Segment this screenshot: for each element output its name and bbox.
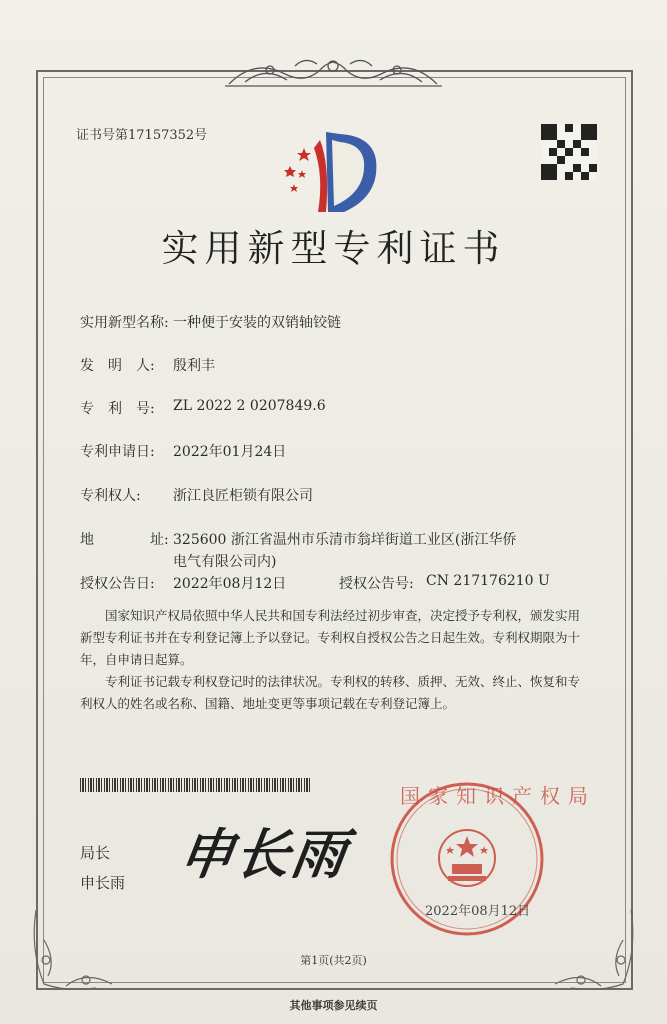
continued-note: 其他事项参见续页 bbox=[289, 999, 378, 1012]
patentee-label: 专利权人: bbox=[80, 488, 141, 504]
inventor-value: 殷利丰 bbox=[173, 358, 215, 374]
seal-text: 国家知识产权局 bbox=[400, 784, 596, 808]
utility-model-name-label: 实用新型名称: bbox=[80, 315, 169, 331]
patent-number-value: ZL 2022 2 0207849.6 bbox=[173, 398, 326, 414]
patent-office-logo bbox=[280, 126, 384, 214]
filing-date-label: 专利申请日: bbox=[80, 444, 155, 460]
qr-code bbox=[541, 124, 597, 180]
certificate-title: 实用新型专利证书 bbox=[161, 227, 506, 270]
address-line-2: 电气有限公司内) bbox=[173, 554, 277, 570]
page-info: 第1页(共2页) bbox=[300, 954, 367, 967]
barcode bbox=[80, 778, 312, 792]
filing-date-value: 2022年01月24日 bbox=[173, 444, 287, 460]
utility-model-name-value: 一种便于安装的双销轴铰链 bbox=[173, 315, 341, 331]
director-title: 局长 bbox=[80, 844, 111, 862]
patent-number-label: 专 利 号: bbox=[80, 401, 155, 417]
patentee-value: 浙江良匠柜锁有限公司 bbox=[173, 488, 313, 504]
body-paragraph-2: 专利证书记载专利权登记时的法律状况。专利权的转移、质押、无效、终止、恢复和专利权人的姓名或名称、国籍、地址变更等事项记载在专利登记簿上。 bbox=[80, 674, 581, 711]
inventor-label: 发 明 人: bbox=[80, 358, 155, 374]
certificate-number: 证书号第17157352号 bbox=[76, 128, 208, 143]
address-line-1: 325600 浙江省温州市乐清市翁垟街道工业区(浙江华侨 bbox=[173, 532, 517, 548]
address-label: 地 址: bbox=[80, 532, 169, 548]
director-name: 申长雨 bbox=[80, 874, 126, 892]
top-ornament bbox=[225, 52, 442, 92]
handwritten-signature: 申长雨 bbox=[175, 822, 353, 886]
grant-date-label: 授权公告日: bbox=[80, 576, 155, 592]
grant-number-label: 授权公告号: bbox=[339, 576, 414, 592]
grant-date-value: 2022年08月12日 bbox=[173, 576, 287, 592]
body-paragraph-1: 国家知识产权局依照中华人民共和国专利法经过初步审查，决定授予专利权，颁发实用新型专利证书并在专利登记簿上予以登记。专利权自授权公告之日起生效。专利权期限为十年，自申请日起算。 bbox=[80, 608, 581, 667]
seal-date: 2022年08月12日 bbox=[425, 904, 531, 919]
corner-ornament-bottom-left bbox=[26, 900, 146, 1000]
grant-number-value: CN 217176210 U bbox=[426, 573, 550, 589]
